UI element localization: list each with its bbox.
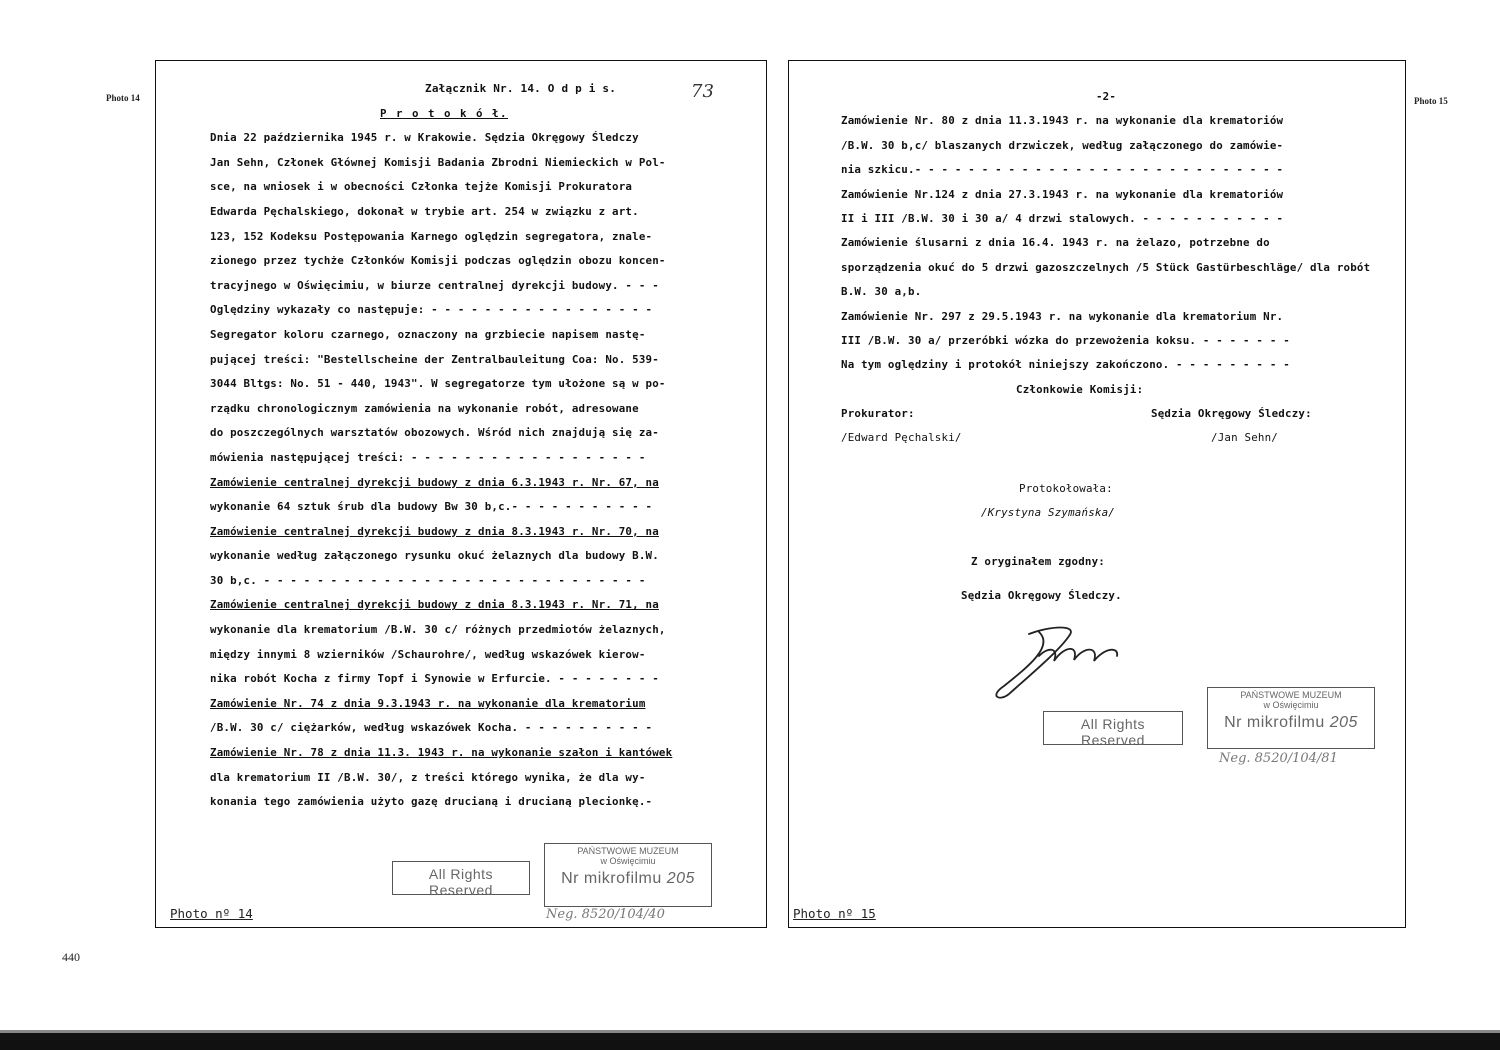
text-line: Na tym oględziny i protokół niniejszy zakończono. - - - - - - - - - bbox=[841, 358, 1290, 372]
signatories-names bbox=[841, 426, 1371, 450]
rights-stamp: All Rights Reserved bbox=[392, 861, 530, 895]
annex-header: Załącznik Nr. 14. O d p i s. bbox=[425, 82, 617, 95]
text-line: pującej treści: "Bestellscheine der Zentralbauleitung Coa: No. 539- bbox=[210, 352, 659, 366]
page-number: 440 bbox=[62, 950, 80, 964]
archive-note: Neg. 8520/104/40 bbox=[546, 907, 665, 922]
text-line: sce, na wniosek i w obecności Członka tejże Komisji Prokuratora bbox=[210, 180, 633, 194]
photo-14-document bbox=[155, 60, 767, 928]
archive-note: Neg. 8520/104/81 bbox=[1219, 751, 1338, 766]
text-line: Segregator koloru czarnego, oznaczony na grzbiecie napisem nastę- bbox=[210, 327, 646, 341]
text-line: Zamówienie Nr.124 z dnia 27.3.1943 r. na wykonanie dla krematoriów bbox=[841, 187, 1284, 201]
text-line: dla krematorium II /B.W. 30/, z treści którego wynika, że dla wy- bbox=[210, 770, 646, 784]
text-line: tracyjnego w Oświęcimiu, w biurze centralnej dyrekcji budowy. - - - bbox=[210, 278, 659, 292]
signatories-labels bbox=[841, 402, 1371, 426]
text-line: /B.W. 30 c/ ciężarków, według wskazówek Kocha. - - - - - - - - - - bbox=[210, 721, 653, 735]
signer-title: Sędzia Okręgowy Śledczy. bbox=[961, 589, 1122, 603]
text-line: wykonanie dla krematorium /B.W. 30 c/ różnych przedmiotów żelaznych, bbox=[210, 623, 666, 637]
page-marker: -2- bbox=[1095, 90, 1117, 103]
text-line: zionego przez tychże Członków Komisji podczas oględzin obozu koncen- bbox=[210, 254, 666, 268]
photo-14-caption: Photo nº 14 bbox=[170, 906, 253, 921]
order-line: Zamówienie centralnej dyrekcji budowy z dnia 8.3.1943 r. Nr. 70, na bbox=[210, 524, 659, 538]
museum-stamp-place: w Oświęcimiu bbox=[600, 856, 656, 866]
protocol-page-1 bbox=[210, 77, 730, 815]
text-line: wykonanie według załączonego rysunku okuć żelaznych dla budowy B.W. bbox=[210, 549, 659, 563]
recorder-label: Protokołowała: bbox=[1019, 481, 1113, 495]
text-line: nia szkicu.- - - - - - - - - - - - - - - - - - - - - - - - - - - - bbox=[841, 163, 1284, 177]
text-line: III /B.W. 30 a/ przeróbki wózka do przewożenia koksu. - - - - - - - bbox=[841, 333, 1290, 347]
protocol-title: P r o t o k ó ł. bbox=[380, 106, 509, 120]
text-line: Zamówienie Nr. 80 z dnia 11.3.1943 r. na wykonanie dla krematoriów bbox=[841, 114, 1284, 128]
order-line: Zamówienie Nr. 74 z dnia 9.3.1943 r. na wykonanie dla krematorium bbox=[210, 696, 646, 710]
protocol-page-2 bbox=[841, 85, 1371, 608]
text-line: mówienia następującej treści: - - - - - - - - - - - - - - - - - - bbox=[210, 450, 646, 464]
prosecutor-label: Prokurator: bbox=[841, 407, 915, 421]
museum-stamp-place: w Oświęcimiu bbox=[1263, 700, 1319, 710]
text-line: Zamówienie Nr. 297 z 29.5.1943 r. na wykonanie dla krematorium Nr. bbox=[841, 309, 1284, 323]
text-line: wykonanie 64 sztuk śrub dla budowy Bw 30 b,c.- - - - - - - - - - - bbox=[210, 500, 653, 514]
microfilm-number: Nr mikrofilmu 205 bbox=[561, 870, 695, 887]
text-line: Dnia 22 października 1945 r. w Krakowie. Sędzia Okręgowy Śledczy bbox=[210, 131, 639, 145]
photo-15-document bbox=[788, 60, 1406, 928]
prosecutor-name: /Edward Pęchalski/ bbox=[841, 431, 962, 445]
museum-stamp-title: PAŃSTWOWE MUZEUM bbox=[577, 846, 679, 856]
handwritten-page-number: 73 bbox=[691, 81, 714, 102]
microfilm-number: Nr mikrofilmu 205 bbox=[1224, 714, 1358, 731]
order-line: Zamówienie Nr. 78 z dnia 11.3. 1943 r. na wykonanie szałon i kantówek bbox=[210, 746, 673, 760]
judge-label: Sędzia Okręgowy Śledczy: bbox=[1151, 407, 1312, 421]
photo-15-caption: Photo nº 15 bbox=[793, 906, 876, 921]
text-line: /B.W. 30 b,c/ blaszanych drzwiczek, według załączonego do zamówie- bbox=[841, 138, 1284, 152]
text-line: nika robót Kocha z firmy Topf i Synowie w Erfurcie. - - - - - - - - bbox=[210, 672, 659, 686]
text-line: konania tego zamówienia użyto gazę drucianą i drucianą plecionkę.- bbox=[210, 795, 653, 809]
museum-stamp bbox=[1207, 687, 1375, 749]
text-line: 3044 Bltgs: No. 51 - 440, 1943". W segregatorze tym ułożone są w po- bbox=[210, 377, 666, 391]
text-line: sporządzenia okuć do 5 drzwi gazoszczelnych /5 Stück Gastürbeschläge/ dla robót B.W. 30 a,b. bbox=[841, 260, 1371, 299]
text-line: Edwarda Pęchalskiego, dokonał w trybie art. 254 w związku z art. bbox=[210, 204, 639, 218]
text-line: Jan Sehn, Członek Głównej Komisji Badania Zbrodni Niemieckich w Pol- bbox=[210, 155, 666, 169]
bottom-edge bbox=[0, 1033, 1500, 1050]
recorder-name: /Krystyna Szymańska/ bbox=[981, 506, 1116, 520]
order-line: Zamówienie centralnej dyrekcji budowy z dnia 8.3.1943 r. Nr. 71, na bbox=[210, 598, 659, 612]
rights-stamp: All Rights Reserved bbox=[1043, 711, 1183, 745]
order-line: Zamówienie centralnej dyrekcji budowy z dnia 6.3.1943 r. Nr. 67, na bbox=[210, 475, 659, 489]
museum-stamp-title: PAŃSTWOWE MUZEUM bbox=[1240, 690, 1342, 700]
conformity-statement: Z oryginałem zgodny: bbox=[971, 554, 1106, 568]
text-line: rządku chronologicznym zamówienia na wykonanie robót, adresowane bbox=[210, 401, 639, 415]
text-line: 30 b,c. - - - - - - - - - - - - - - - - - - - - - - - - - - - - - bbox=[210, 573, 646, 587]
members-heading: Członkowie Komisji: bbox=[1016, 382, 1144, 396]
judge-name: /Jan Sehn/ bbox=[1211, 431, 1279, 445]
text-line: II i III /B.W. 30 i 30 a/ 4 drzwi stalowych. - - - - - - - - - - - bbox=[841, 211, 1284, 225]
text-line: Oględziny wykazały co następuje: - - - - - - - - - - - - - - - - - bbox=[210, 303, 653, 317]
photo-14-margin-label: Photo 14 bbox=[106, 93, 140, 103]
text-line: do poszczególnych warsztatów obozowych. Wśród nich znajdują się za- bbox=[210, 426, 659, 440]
text-line: 123, 152 Kodeksu Postępowania Karnego oględzin segregatora, znale- bbox=[210, 229, 653, 243]
text-line: Zamówienie ślusarni z dnia 16.4. 1943 r. na żelazo, potrzebne do bbox=[841, 236, 1270, 250]
text-line: między innymi 8 wzierników /Schaurohre/, według wskazówek kierow- bbox=[210, 647, 646, 661]
museum-stamp bbox=[544, 843, 712, 907]
handwritten-signature bbox=[969, 616, 1149, 706]
photo-15-margin-label: Photo 15 bbox=[1414, 96, 1448, 106]
